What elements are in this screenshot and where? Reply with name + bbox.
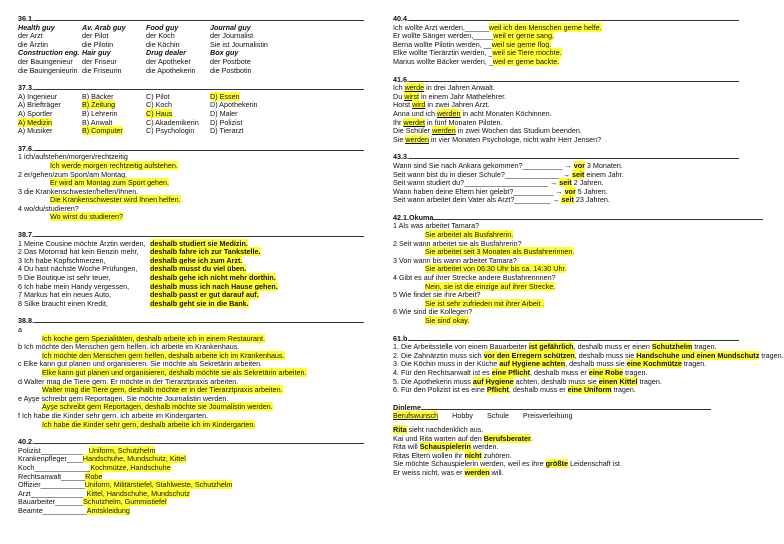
answer-fragment: vor den Erregern schützen	[483, 350, 575, 360]
section-40-2-heading: 40.2.	[18, 437, 378, 447]
sentence-start: Berna wollte Pilotin werden, __	[393, 39, 492, 49]
answer-rest: 23 Jahren.	[573, 195, 610, 205]
sentence-part: in fünf Monaten Piloten.	[424, 117, 503, 127]
sentence-start: 4 Du hast nächste Woche Prüfungen,	[18, 264, 138, 274]
sentence-end: weil ich den Menschen gerne helfe.	[488, 22, 602, 32]
profession-cell: die Apothekerin	[146, 65, 196, 75]
answer-fragment: nicht	[464, 450, 482, 460]
sentence-fragment: Kai und Rita warten auf den	[393, 433, 484, 443]
sentence-end: weil er gerne backte.	[492, 56, 560, 66]
sentence-start: 1 Meine Cousine möchte Ärztin werden,	[18, 238, 146, 248]
option-text: C) Pilot	[146, 91, 170, 101]
sentence-fragment: sieht nachdenklich aus.	[406, 424, 484, 434]
job-label: Polizist____________	[18, 445, 89, 455]
category-heading: Journal guy	[210, 22, 251, 32]
sentence-fragment: werden.	[470, 442, 499, 452]
sentence-start: 2 Das Motorrad hat kein Benzin mehr,	[18, 247, 139, 257]
category-heading: Food guy	[146, 22, 179, 32]
answer-text: Sie ist sehr zufrieden mit ihrer Arbeit .	[425, 298, 545, 308]
section-38-8-body	[18, 326, 378, 429]
option-cell	[146, 127, 210, 136]
option-text: C) Akademikerin	[146, 117, 199, 127]
job-label: Arzt______________	[18, 488, 87, 498]
option-cell	[82, 127, 146, 136]
option-text: B) Computer	[82, 126, 123, 136]
answer-text: Nein, sie ist die einzige auf ihrer Strecke.	[425, 281, 556, 291]
sentence-fragment: Sie möchte Schauspielerin werden, weil es ihre	[393, 459, 546, 469]
topic-word: Berufswunsch	[393, 411, 439, 421]
question-text: 1 Als was arbeitet Tamara?	[393, 221, 480, 231]
option-text: A) Ingenieur	[18, 91, 58, 101]
sentence-start: Marius wollte Bäcker werden, _	[393, 56, 493, 66]
profession-cell: der Koch	[146, 31, 175, 41]
profession-cell: der Friseur	[82, 56, 117, 66]
option-text: A) Briefträger	[18, 100, 61, 110]
category-heading: Av. Arab guy	[82, 22, 126, 32]
sentence-fragment: .	[530, 433, 533, 443]
clothing-items: Kittel, Handschuhe, Mundschutz	[86, 488, 190, 498]
question-text: 4 Gibt es auf ihrer Strecke andere Busfahrerinnen?	[393, 273, 556, 283]
clothing-items: Handschuhe, Mundschutz, Kittel	[82, 454, 186, 464]
sentence-part: Du	[393, 91, 405, 101]
sentence-end: deshalb fahre ich zur Tankstelle.	[150, 247, 261, 257]
answer-line	[18, 421, 378, 430]
sentence-row	[393, 136, 753, 145]
verb-answer: werden	[432, 126, 456, 136]
category-heading: Health guy	[18, 22, 55, 32]
profession-cell: Sie ist Journalistin	[210, 39, 268, 49]
section-38-7-heading: 38.7.	[18, 230, 378, 240]
job-label: Beamte___________	[18, 505, 87, 515]
section-38-7-body	[18, 240, 378, 309]
topic-word: Preisverleihung	[522, 411, 573, 421]
job-label: Offizier___________	[18, 480, 85, 490]
option-text: C) Haus	[146, 108, 173, 118]
sentence-end-wrap	[150, 300, 378, 309]
section-42-1-body	[393, 222, 753, 325]
answer-rest: 5 Jahren.	[575, 186, 608, 196]
answer-fragment: werden	[464, 467, 490, 477]
sentence-fragment: tragen.	[623, 367, 648, 377]
sentence-part: Ich	[393, 83, 405, 93]
section-41-6-heading: 41.6.	[393, 75, 753, 85]
section-37-6-heading: 37.6.	[18, 144, 378, 154]
sentence-fragment: Leidenschaft ist.	[567, 459, 622, 469]
sentence-start: 3 Ich habe Kopfschmerzen,	[18, 255, 106, 265]
question-text: Wann haben deine Eltern hier gelebt?__________ →	[393, 186, 565, 196]
sentence-fragment: Ritas Eltern wollen ihr	[393, 450, 465, 460]
answer-rest: 2 Jahren.	[571, 178, 604, 188]
verb-answer: wird	[412, 100, 426, 110]
option-text: B) Lehrerin	[82, 108, 118, 118]
profession-cell: die Friseurin	[82, 65, 122, 75]
dinleme-heading: Dinleme	[393, 403, 753, 413]
section-38-8-heading: 38.8.	[18, 316, 378, 326]
answer-text: Er wird am Montag zum Sport gehen.	[50, 178, 170, 188]
sentence-start: Ich wollte Arzt werden,______	[393, 22, 489, 32]
sentence-end: weil sie Tiere mochte.	[492, 48, 562, 58]
sentence-row	[393, 58, 753, 67]
verb-answer: werden	[436, 108, 461, 118]
option-cell	[210, 127, 274, 136]
category-heading: Drug dealer	[146, 48, 186, 58]
option-text: B) Anwalt	[82, 117, 113, 127]
job-label: Krankenpfleger____	[18, 454, 83, 464]
sentence-fragment: tragen.	[637, 376, 662, 386]
sentence-fragment: , deshalb muss sie	[574, 350, 637, 360]
prompt-text: e Ayşe schreibt gern Reportagen. Sie möchte Journalistin werden.	[18, 393, 229, 403]
sentence-start: 6 Ich habe mein Handy vergessen,	[18, 281, 130, 291]
sentence-part: Ihr	[393, 117, 404, 127]
option-text: C) Psychologin	[146, 126, 195, 136]
prompt-text: b Ich möchte den Menschen gern helfen. ich arbeite im Krankenhaus.	[18, 342, 240, 352]
prompt-text: 1 ich/aufstehen/morgen/rechtzeitig	[18, 152, 128, 162]
answer-text: Ich möchte den Menschen gern helfen, deshalb arbeite ich im Krankenhaus.	[42, 350, 285, 360]
preposition-answer: vor	[564, 186, 576, 196]
sentence-fragment: 4. Für den Rechtsanwalt ist es	[393, 367, 492, 377]
sentence-fragment: , deshalb muss er	[530, 367, 589, 377]
sentence-end: deshalb gehe ich nicht mehr dorthin.	[150, 273, 276, 283]
clothing-items: Robe	[85, 471, 103, 481]
verb-answer: werden	[405, 134, 429, 144]
option-text: D) Tierarzt	[210, 126, 244, 136]
answer-line	[393, 317, 753, 326]
sentence-fragment: will.	[489, 467, 504, 477]
question-text: 5 Wie findet sie ihre Arbeit?	[393, 290, 481, 300]
profession-cell: der Journalist	[210, 31, 254, 41]
sentence-end: deshalb studiert sie Medizin.	[150, 238, 248, 248]
answer-fragment: Handschuhe und einen Mundschutz	[636, 350, 760, 360]
prompt-text: 4 wo/du/studieren?	[18, 203, 79, 213]
answer-fragment: Rita	[393, 424, 407, 434]
question-text: Seit wann studiert du?_____________________ →	[393, 178, 560, 188]
option-text: D) Essen	[210, 91, 240, 101]
prompt-text: 3 die Krankenschwester/helfen/Ihnen.	[18, 186, 139, 196]
section-43-3-body	[393, 162, 753, 205]
answer-fragment: ist gefährlich	[528, 342, 574, 352]
option-text: C) Koch	[146, 100, 172, 110]
prompt-text: 2 er/gehen/zum Sport/am Montag.	[18, 169, 128, 179]
clothing-items: Uniform, Militärstiefel, Stahlweste, Schutzhelm	[84, 480, 233, 490]
topic-word: Hobby	[452, 411, 473, 421]
answer-text: Elke kann gut planen und organisieren, deshalb möchte sie als Sekretärin arbeiten.	[42, 367, 307, 377]
question-text: Wann sind Sie nach Ankara gekommen?__________ →	[393, 160, 574, 170]
sentence-fragment: 3. Die Köchin muss in der Küche	[393, 359, 500, 369]
sentence-fragment: tragen.	[611, 385, 636, 395]
preposition-answer: seit	[559, 178, 572, 188]
answer-fragment: eine Pflicht	[491, 367, 531, 377]
answer-fragment: größte	[545, 459, 568, 469]
section-42-1-heading: 42.1.Okuma	[393, 213, 753, 223]
job-label: Koch______________	[18, 462, 91, 472]
sentence-start: Elke wollte Tierärztin werden, _	[393, 48, 493, 58]
sentence-fragment: 6. Für den Polizist ist es eine	[393, 385, 487, 395]
section-36-1-table	[18, 24, 378, 76]
sentence-part: in zwei Jahren Arzt.	[425, 100, 490, 110]
profession-cell: die Postbotin	[210, 65, 252, 75]
sentence-fragment: 5. Die Apothekerin muss	[393, 376, 473, 386]
sentence-part: Die Schüler	[393, 126, 433, 136]
section-40-2-body	[18, 447, 378, 516]
verb-answer: werde	[404, 83, 425, 93]
sentence-fragment: 1. Die Arbeitsstelle von einem Bauarbeiter	[393, 342, 529, 352]
question-text: 2 Seit wann arbeitet sie als Busfahrerin?	[393, 238, 522, 248]
prompt-text: a	[18, 325, 22, 334]
answer-text: Walter mag die Tiere gern, deshalb möchte er in der Tierarztpraxis arbeiten.	[42, 385, 283, 395]
answer-text: Ich habe die Kinder sehr gern, deshalb arbeite ich im Kindergarten.	[42, 419, 256, 429]
section-61-b-body	[393, 342, 784, 395]
clothing-items: Kochmütze, Handschuhe	[90, 462, 171, 472]
preposition-answer: vor	[573, 160, 585, 170]
profession-cell: die Köchin	[146, 39, 180, 49]
sentence-end: weil er gerne sang.	[493, 31, 555, 41]
job-label: Rechtsanwalt______	[18, 471, 86, 481]
sentence-fragment: zuhören.	[481, 450, 512, 460]
sentence-fragment: tragen.	[759, 350, 784, 360]
sentence-end: deshalb passt er gut darauf auf.	[150, 290, 259, 300]
preposition-answer: seit	[572, 169, 585, 179]
option-text: A) Sportler	[18, 108, 53, 118]
answer-fragment: Schutzhelm	[651, 342, 693, 352]
option-text: D) Maler	[210, 108, 238, 118]
category-heading: Hair guy	[82, 48, 111, 58]
verb-answer: werdet	[403, 117, 425, 127]
sentence-fragment: , deshalb muss er	[508, 385, 568, 395]
sentence-fragment: Rita will	[393, 442, 420, 452]
sentence-end: deshalb gehe ich zum Arzt.	[150, 255, 243, 265]
option-text: B) Bäcker	[82, 91, 114, 101]
sentence-part: in einem Jahr Mathelehrer.	[418, 91, 507, 101]
question-text: Seit wann bist du in dieser Schule?______________ →	[393, 169, 573, 179]
category-heading: Box guy	[210, 48, 239, 58]
category-heading: Construction eng.	[18, 48, 80, 58]
sentence-fragment: 2. Die Zahnärztin muss sich	[393, 350, 484, 360]
sentence-fragment: tragen.	[681, 359, 707, 369]
sentence-end: weil sie gerne flog.	[491, 39, 552, 49]
sentence-start: Er wollte Sänger werden,_____	[393, 31, 494, 41]
sentence-part: in acht Monaten Köchinnen.	[460, 108, 552, 118]
question-text: 6 Wie sind die Kollegen?	[393, 307, 473, 317]
profession-cell: der Apotheker	[146, 56, 191, 66]
sentence-fragment: achten, deshalb muss sie	[513, 376, 599, 386]
question-text: Seit wann arbeitet dein Vater als Arzt?_________ →	[393, 195, 562, 205]
answer-rest: 3 Monaten.	[584, 160, 623, 170]
answer-fragment: Pflicht	[486, 385, 509, 395]
answer-text: Ich werde morgen rechtzeitig aufstehen.	[50, 160, 178, 170]
option-text: D) Polizist	[210, 117, 243, 127]
section-40-4-heading: 40.4.	[393, 14, 753, 24]
sentence-start: 8 Silke braucht einen Kredit,	[18, 298, 108, 308]
answer-fragment: auf Hygiene achten	[499, 359, 566, 369]
section-37-3-heading: 37.3.	[18, 83, 378, 93]
sentence-fragment: Er weiss nicht, was er	[393, 467, 465, 477]
sentence-row	[393, 386, 753, 395]
sentence-part: Horst	[393, 100, 413, 110]
prompt-text: d Walter mag die Tiere gern. Er möchte in der Tierarztpraxis arbeiten.	[18, 376, 239, 386]
sentence-fragment: tragen.	[692, 342, 717, 352]
option-text: B) Zeitung	[82, 100, 116, 110]
clothing-row	[18, 507, 378, 516]
answer-fragment: eine Robe	[588, 367, 624, 377]
topic-word: Schule	[486, 411, 509, 421]
answer-text: Sie arbeitet von 06:30 Uhr bis ca. 14:30 Uhr.	[425, 264, 567, 274]
answer-line	[18, 213, 378, 222]
profession-cell: die Pilotin	[82, 39, 114, 49]
sentence-fragment: , deshalb muss sie	[565, 359, 627, 369]
answer-text: Wo wirst du studieren?	[50, 212, 123, 222]
job-label: Bauarbeiter_______	[18, 497, 84, 507]
sentence-start: 7 Markus hat ein neues Auto,	[18, 290, 112, 300]
preposition-answer: seit	[561, 195, 574, 205]
sentence-part: Anna und ich	[393, 108, 437, 118]
option-cell	[18, 127, 82, 136]
answer-text: Ich koche gern Spezialitäten, deshalb arbeite ich in einem Restaurant.	[42, 333, 265, 343]
section-41-6-body	[393, 84, 753, 144]
answer-fragment: Berufsberater	[483, 433, 531, 443]
profession-cell: die Bauingenieurin	[18, 65, 78, 75]
answer-text: Die Krankenschwester wird Ihnen helfen.	[50, 195, 181, 205]
answer-fragment: auf Hygiene	[472, 376, 514, 386]
section-40-4-body	[393, 24, 753, 67]
question-text: 3 Von wann bis wann arbeitet Tamara?	[393, 255, 517, 265]
sentence-row	[18, 300, 378, 309]
prompt-text: f Ich habe die Kinder sehr gern. ich arbeite im Kindergarten.	[18, 410, 209, 420]
sentence-fragment: , deshalb muss er einen	[573, 342, 652, 352]
sentence-end: deshalb musst du viel üben.	[150, 264, 247, 274]
answer-fragment: eine Kochmütze	[626, 359, 682, 369]
answer-rest: einem Jahr.	[584, 169, 624, 179]
sentence-end: deshalb geht sie in die Bank.	[150, 298, 249, 308]
left-column	[18, 14, 378, 515]
option-text: A) Musiker	[18, 126, 53, 136]
question-row	[393, 196, 753, 205]
section-36-1-heading: 36.1.	[18, 14, 378, 24]
profession-cell: der Postbote	[210, 56, 251, 66]
answer-text: Ayşe schreibt gern Reportagen, deshalb möchte sie Journalistin werden.	[42, 402, 273, 412]
section-37-6-body	[18, 153, 378, 222]
option-text: D) Apothekerin	[210, 100, 258, 110]
answer-text: Sie arbeitet als Busfahrerin.	[425, 230, 514, 240]
sentence-end: deshalb muss ich nach Hause gehen.	[150, 281, 278, 291]
clothing-items: Amtskleidung	[86, 505, 130, 515]
answer-fragment: eine Uniform	[567, 385, 612, 395]
right-column	[393, 14, 784, 478]
clothing-items: Uniform, Schutzhelm	[88, 445, 156, 455]
profession-cell: die Ärztin	[18, 39, 48, 49]
sentence-part: in drei Jahren Anwalt.	[424, 83, 495, 93]
answer-text: Sie arbeitet seit 3 Monaten als Busfahrerinnen.	[425, 247, 575, 257]
section-61-b-heading: 61.b.	[393, 334, 753, 344]
sentence-part: in vier Monaten Psychologe, nicht wahr Herr Jensen?	[428, 134, 602, 144]
answer-text: Sie sind okay.	[425, 316, 470, 325]
sentence-row	[393, 469, 753, 478]
answer-fragment: einen Kittel	[598, 376, 638, 386]
profession-cell: der Pilot	[82, 31, 109, 41]
verb-answer: wirst	[404, 91, 419, 101]
profession-cell: der Bauingenieur	[18, 56, 73, 66]
dinleme-body	[393, 426, 753, 478]
sentence-part: in zwei Wochen das Studium beenden.	[455, 126, 582, 136]
option-text: A) Medizin	[18, 117, 52, 127]
sentence-part: Sie	[393, 134, 406, 144]
sentence-start: 5 Die Boutique ist sehr teuer,	[18, 273, 111, 283]
prompt-text: c Elke kann gut planen und organisieren. Sie möchte als Sekretärin arbeiten.	[18, 359, 263, 369]
section-43-3-heading: 43.3.	[393, 152, 753, 162]
profession-cell: der Arzt	[18, 31, 43, 41]
section-37-3-table	[18, 93, 378, 136]
clothing-items: Schutzhelm, Gummistiefel	[83, 497, 167, 507]
answer-fragment: Schauspielerin	[419, 442, 471, 452]
dinleme-words	[393, 412, 753, 421]
